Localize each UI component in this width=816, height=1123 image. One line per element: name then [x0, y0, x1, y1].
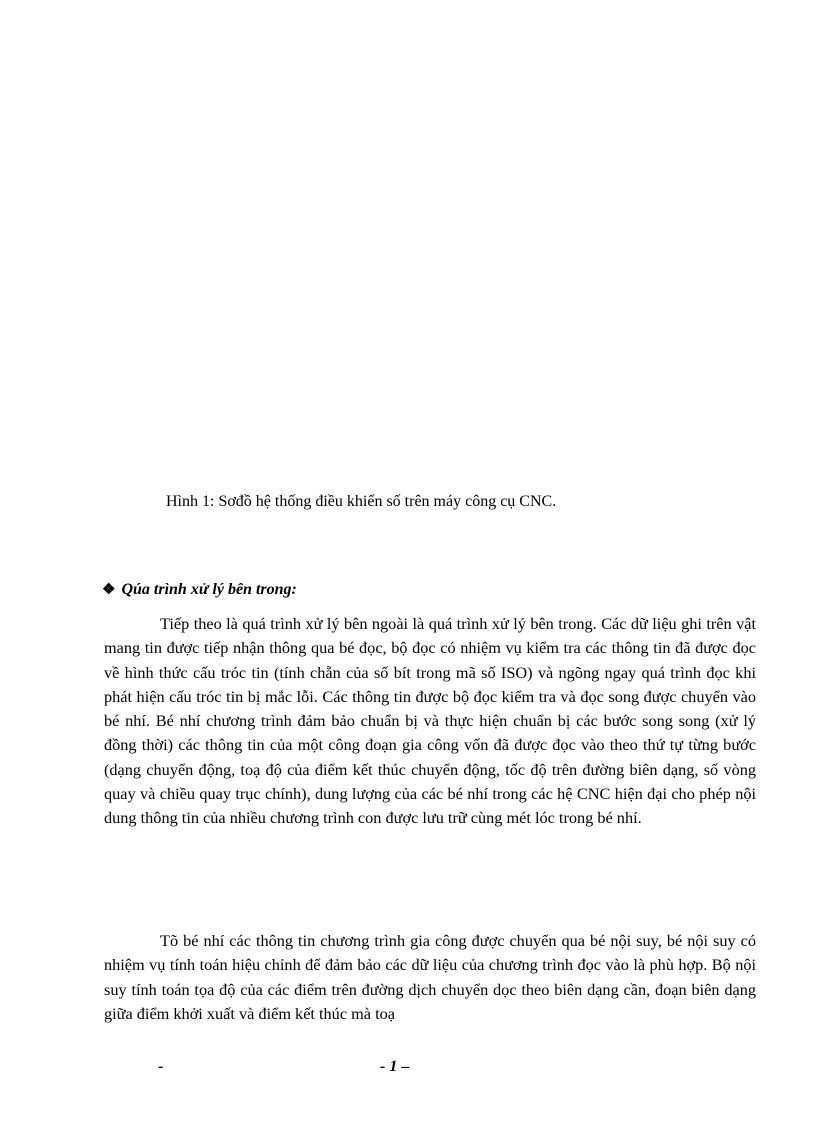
section-heading-text: Qúa trình xử lý bên trong:: [121, 581, 297, 598]
body-paragraph: Tõ bé nhí các thông tin chương trình gia công được chuyển qua bé nội suy, bé nội suy có nhiệm vụ tính toán hiệu chỉnh để đảm bảo các dữ liệu của chương trình đọc vào là phù hợp. Bộ nội suy tính toán tọa độ của các điểm trên đường dịch chuyển dọc theo biên dạng cần, đoạn biên dạng giữa điểm khởi xuất và điểm kết thúc mà toạ: [104, 931, 756, 1023]
section-heading: [102, 580, 297, 600]
footer-left-mark: -: [158, 1058, 164, 1075]
body-paragraph: Tiếp theo là quá trình xử lý bên ngoài là quá trình xử lý bên trong. Các dữ liệu ghi trên vật mang tin được tiếp nhận thông qua bé đọc, bộ đọc có nhiệm vụ kiểm tra các thông tin đã được đọc về hình thức cấu tróc tin (tính chẵn của số bít trong mã số ISO) và ngõng ngay quá trình đọc khi phát hiện cấu tróc tin bị mắc lỗi. Các thông tin được bộ đọc kiểm tra và đọc song được chuyển vào bé nhí. Bé nhí chương trình đảm bảo chuẩn bị và thực hiện chuẩn bị các bước song song (xử lý đồng thời) các thông tin của một công đoạn gia công vốn đã được đọc vào theo thứ tự từng bước (dạng chuyển động, toạ độ của điểm kết thúc chuyển động, tốc độ trên đường biên dạng, số vòng quay và chiều quay trục chính), dung lượng của các bé nhí trong các hệ CNC hiện đại cho phép nội dung thông tin của nhiều chương trình con được lưu trữ cùng mét lóc trong bé nhí.: [104, 614, 756, 828]
diamond-bullet-icon: ❖: [102, 582, 116, 598]
figure-caption: Hình 1: Sơđồ hệ thống điều khiển số trên máy công cụ CNC.: [166, 493, 557, 510]
page-number: - 1 –: [380, 1058, 410, 1075]
